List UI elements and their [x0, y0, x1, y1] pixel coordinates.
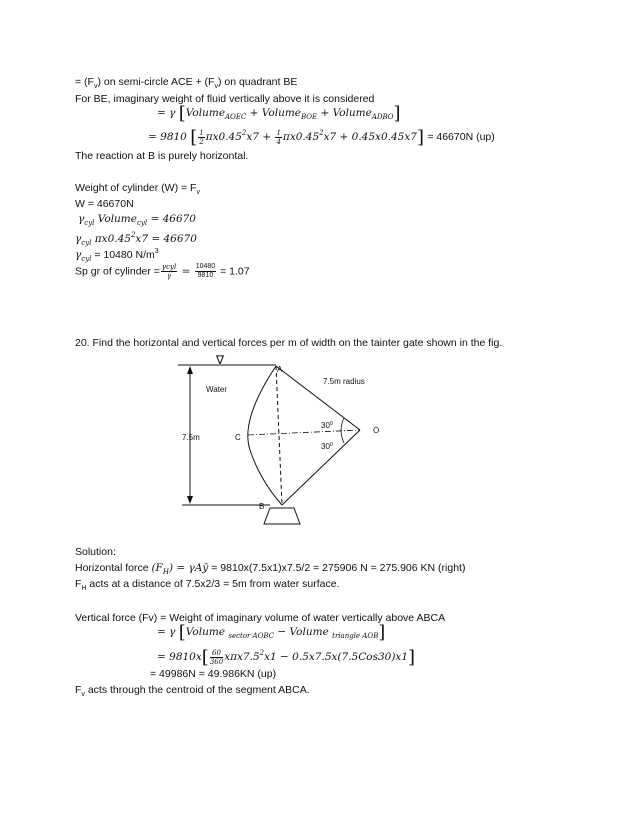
line-reaction: The reaction at B is purely horizontal.: [75, 150, 249, 162]
t: πx0.45: [282, 131, 320, 143]
text: Weight of cylinder (W) = F: [75, 182, 197, 194]
sub: BOE: [301, 113, 318, 121]
label-water: Water: [206, 385, 228, 394]
text: Horizontal force: [75, 562, 152, 574]
horizontal-co: [248, 430, 360, 435]
sub: sector AOBC: [228, 632, 275, 640]
text: Sp gr of cylinder =: [75, 265, 160, 278]
sub: cyl: [84, 219, 95, 227]
sub: AOEC: [225, 113, 247, 121]
g: γ: [78, 213, 85, 225]
vertical-volume-equation: = γ [Volume $_{sector AOBC}$ − Volume $_{triangle AOB}$]: [157, 622, 386, 643]
sub: ADBO: [371, 113, 394, 121]
t: x7 + 0.45x0.45x7: [323, 131, 417, 143]
text: = (F: [75, 76, 94, 88]
label-height: 7.5m: [182, 433, 200, 442]
sup: 2: [319, 129, 324, 137]
v: Volume: [185, 107, 226, 119]
arrow-down: [187, 496, 193, 504]
v: Volume: [261, 107, 302, 119]
plus: +: [317, 107, 333, 119]
result: = 1.07: [217, 265, 250, 278]
g: γ: [75, 233, 82, 245]
num: 60: [210, 649, 223, 658]
result: = 46670N (up): [427, 131, 495, 143]
eq: ) = γAȳ: [168, 562, 209, 574]
text: F: [75, 684, 82, 696]
v: Volume: [97, 213, 137, 225]
label-radius: 7.5m radius: [323, 377, 365, 386]
vertical-force-result: = 49986N = 49.986KN (up): [150, 668, 277, 680]
text: acts through the centroid of the segment ABCA.: [84, 684, 310, 696]
gate-curve: [248, 366, 282, 505]
line-w: W = 46670N: [75, 198, 134, 210]
v: Volume: [289, 626, 333, 638]
vertical-force-location: [75, 684, 310, 701]
num: 1: [199, 128, 204, 137]
label-angle-top: $30^0$: [321, 421, 333, 430]
v: Volume: [185, 626, 229, 638]
eq: = γ: [157, 107, 176, 119]
line-be-weight: For BE, imaginary weight of fluid vertically above it is considered: [75, 93, 375, 105]
equation-volume-sum: = γ [Volume$_{AOEC}$ + Volume$_{BOE}$ + Volume$_{ADBO}$]: [157, 103, 401, 124]
equation-volume-values: = 9810 [ $\frac{1}{2}$ $\pi x0.45^2x7$ + $\frac{1}{4}$ $\pi x0.45^2x7 + 0.45x0.45x7] = 46670N$ (up): [148, 127, 495, 148]
t: x1 − 0.5x7.5x(7.5Cos30)x1: [264, 651, 409, 663]
eq: = 9810x: [157, 651, 202, 663]
t: πx0.45: [94, 233, 131, 245]
subscript: v: [196, 189, 200, 196]
horizontal-force-location: [75, 578, 339, 595]
den: 2: [199, 137, 204, 146]
g: γ: [75, 249, 82, 261]
chord-ab: [276, 366, 282, 505]
vertical-force-line: Vertical force (Fv) = Weight of imaginary volume of water vertically above ABCA: [75, 612, 446, 624]
label-b: B: [259, 502, 265, 511]
sub: cyl: [81, 239, 92, 247]
r: = 10480 N/m: [91, 249, 155, 261]
den: 9810: [197, 272, 214, 279]
water-surface-symbol: ∇: [216, 353, 225, 367]
sub: H: [81, 585, 87, 592]
sub: v: [81, 691, 85, 698]
minus: −: [274, 626, 290, 638]
den: 360: [209, 657, 224, 666]
arrow-up: [187, 366, 193, 374]
solution-title: Solution:: [75, 546, 116, 558]
r: x7 = 46670: [135, 233, 197, 245]
subscript: v: [93, 83, 98, 90]
num: 1: [276, 128, 281, 137]
result: = 9810x(7.5x1)x7.5/2 = 275906 N = 275.906 KN (right): [208, 562, 466, 574]
label-a: A: [277, 365, 283, 374]
text: ) on semi-circle ACE + (F: [97, 76, 215, 88]
vertical-values-equation: = 9810x[ $\frac{60}{360}$ $x\pi x7.5^2x1 - 0.5x7.5x(7.5Cos30)x1$]: [157, 647, 416, 668]
subscript: v: [214, 83, 218, 90]
num: γcyl: [161, 263, 177, 271]
label-c: C: [235, 433, 241, 442]
pier-base: [264, 508, 300, 524]
eq: = 9810: [148, 131, 187, 143]
t: x7 +: [246, 131, 275, 143]
v: Volume: [332, 107, 372, 119]
sub: triangle AOB: [332, 632, 379, 640]
sup: 2: [259, 649, 265, 657]
horizontal-force-line: [75, 562, 465, 579]
sup: 3: [154, 248, 159, 255]
sub: cyl: [81, 255, 92, 263]
plus: +: [246, 107, 262, 119]
eq: =: [178, 265, 194, 278]
eq: = γ: [157, 626, 176, 638]
text: acts at a distance of 7.5x2/3 = 5m from water surface.: [86, 578, 340, 590]
sup: 2: [241, 129, 247, 137]
f: (F: [151, 562, 163, 574]
label-o: O: [373, 426, 380, 435]
num: 10480: [195, 263, 216, 270]
text: F: [75, 578, 82, 590]
question-20: 20. Find the horizontal and vertical forces per m of width on the tainter gate shown in the fig.: [75, 337, 503, 349]
sub: cyl: [136, 219, 148, 227]
den: γ: [166, 272, 172, 280]
t: πx0.45: [205, 131, 242, 143]
sub: H: [162, 568, 169, 576]
t: xπx7.5: [224, 651, 260, 663]
text: ) on quadrant BE: [217, 76, 298, 88]
sup: 2: [130, 231, 136, 239]
fraction-60-360: [210, 649, 223, 666]
radius-oa: [276, 366, 360, 430]
r: = 46670: [147, 213, 196, 225]
den: 4: [276, 137, 281, 146]
label-angle-bottom: $30^0$: [321, 442, 333, 451]
